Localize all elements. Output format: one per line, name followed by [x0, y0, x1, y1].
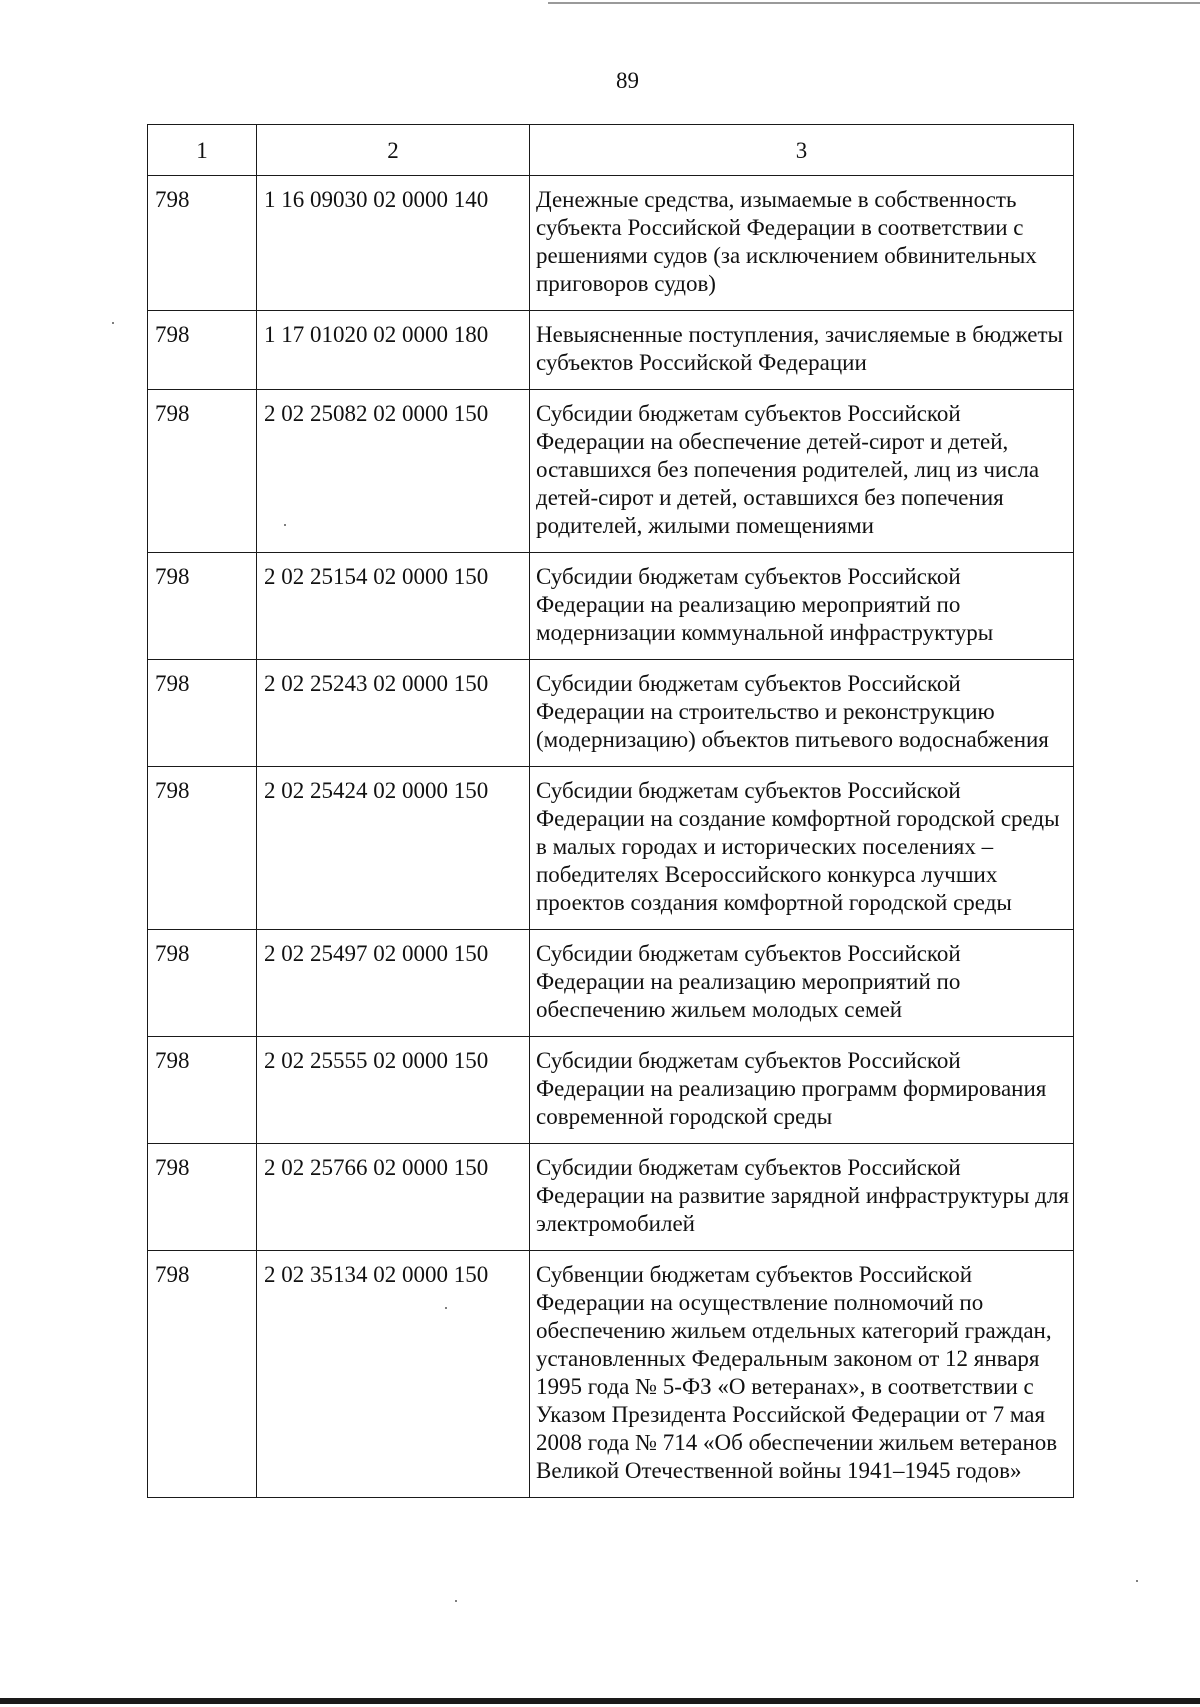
revenue-codes-table [147, 124, 1074, 1498]
budget-code-cell: 2 02 25082 02 0000 150 [257, 390, 530, 553]
budget-code-cell: 2 02 25497 02 0000 150 [257, 930, 530, 1037]
description-cell: Субсидии бюджетам субъектов Российской Федерации на развитие зарядной инфраструктуры для электромобилей [530, 1144, 1074, 1251]
header-col-1: 1 [148, 125, 257, 176]
table-row [148, 311, 1074, 390]
budget-code-cell: 2 02 25243 02 0000 150 [257, 660, 530, 767]
description-cell: Субсидии бюджетам субъектов Российской Федерации на реализацию мероприятий по модернизации коммунальной инфраструктуры [530, 553, 1074, 660]
scan-speck [445, 1307, 447, 1309]
header-col-3: 3 [530, 125, 1074, 176]
scan-speck [284, 524, 286, 526]
description-cell: Субвенции бюджетам субъектов Российской Федерации на осуществление полномочий по обеспечению жильем отдельных категорий граждан, установленных Федеральным законом от 12 января 1995 года № 5-ФЗ «О ветеранах», в соответствии с Указом Президента Российской Федерации от 7 мая 2008 года № 714 «Об обеспечении жильем ветеранов Великой Отечественной войны 1941–1945 годов» [530, 1251, 1074, 1498]
budget-code-cell: 2 02 25424 02 0000 150 [257, 767, 530, 930]
budget-code-cell: 1 17 01020 02 0000 180 [257, 311, 530, 390]
description-cell: Субсидии бюджетам субъектов Российской Федерации на строительство и реконструкцию (модернизацию) объектов питьевого водоснабжения [530, 660, 1074, 767]
table-row [148, 930, 1074, 1037]
description-cell: Субсидии бюджетам субъектов Российской Федерации на создание комфортной городской среды в малых городах и исторических поселениях – победителях Всероссийского конкурса лучших проектов создания комфортной городской среды [530, 767, 1074, 930]
admin-code-cell: 798 [148, 1144, 257, 1251]
scan-artifact-bottom-line [0, 1698, 1200, 1704]
admin-code-cell: 798 [148, 1037, 257, 1144]
scan-artifact-top-line [548, 2, 1200, 4]
table-row [148, 1144, 1074, 1251]
header-col-2: 2 [257, 125, 530, 176]
table-body [148, 125, 1074, 1498]
admin-code-cell: 798 [148, 553, 257, 660]
admin-code-cell: 798 [148, 767, 257, 930]
scan-speck [112, 322, 114, 324]
scan-speck [1136, 1580, 1138, 1582]
budget-code-cell: 2 02 35134 02 0000 150 [257, 1251, 530, 1498]
table-row [148, 176, 1074, 311]
budget-code-cell: 1 16 09030 02 0000 140 [257, 176, 530, 311]
table-row [148, 390, 1074, 553]
description-cell: Денежные средства, изымаемые в собственность субъекта Российской Федерации в соответствии с решениями судов (за исключением обвинительных приговоров судов) [530, 176, 1074, 311]
admin-code-cell: 798 [148, 176, 257, 311]
table-row [148, 660, 1074, 767]
table-row [148, 1251, 1074, 1498]
page-number: 89 [616, 68, 639, 93]
admin-code-cell: 798 [148, 390, 257, 553]
description-cell: Субсидии бюджетам субъектов Российской Федерации на реализацию программ формирования современной городской среды [530, 1037, 1074, 1144]
table-row [148, 1037, 1074, 1144]
table-row [148, 553, 1074, 660]
description-cell: Невыясненные поступления, зачисляемые в бюджеты субъектов Российской Федерации [530, 311, 1074, 390]
table-header-row [148, 125, 1074, 176]
description-cell: Субсидии бюджетам субъектов Российской Федерации на обеспечение детей-сирот и детей, оставшихся без попечения родителей, лиц из числа детей-сирот и детей, оставшихся без попечения родителей, жилыми помещениями [530, 390, 1074, 553]
budget-code-cell: 2 02 25766 02 0000 150 [257, 1144, 530, 1251]
description-cell: Субсидии бюджетам субъектов Российской Федерации на реализацию мероприятий по обеспечению жильем молодых семей [530, 930, 1074, 1037]
scan-speck [455, 1600, 457, 1602]
admin-code-cell: 798 [148, 930, 257, 1037]
budget-code-cell: 2 02 25154 02 0000 150 [257, 553, 530, 660]
admin-code-cell: 798 [148, 1251, 257, 1498]
budget-code-cell: 2 02 25555 02 0000 150 [257, 1037, 530, 1144]
admin-code-cell: 798 [148, 311, 257, 390]
admin-code-cell: 798 [148, 660, 257, 767]
table-row [148, 767, 1074, 930]
